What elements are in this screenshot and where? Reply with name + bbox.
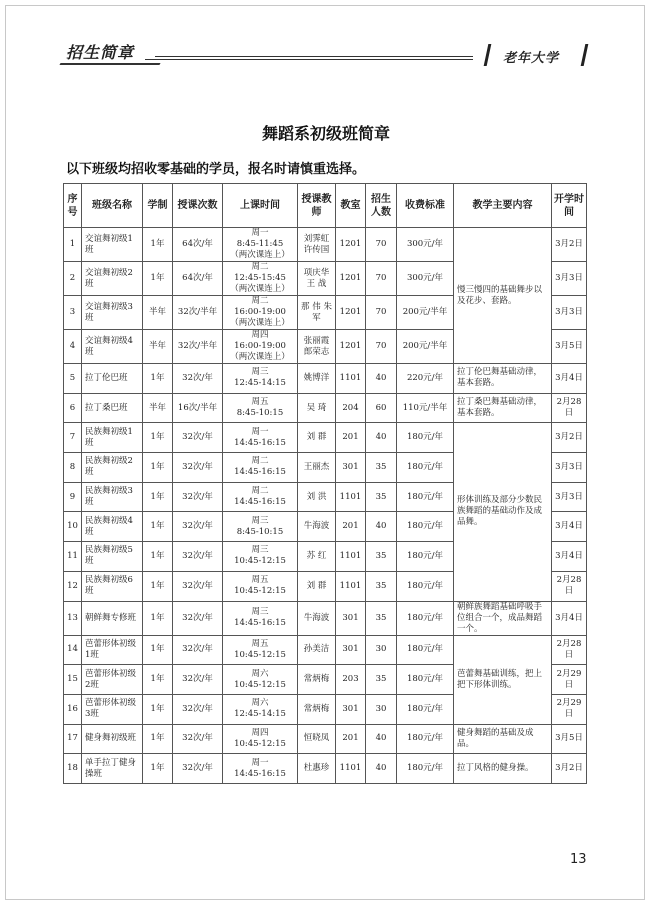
cell-duration: 1年: [143, 724, 173, 754]
cell-class-name: 民族舞初级3班: [82, 482, 143, 512]
time-line: 14:45-16:15: [234, 437, 286, 448]
time-line: 周五: [251, 397, 269, 408]
cell-room: 1201: [336, 262, 366, 296]
cell-sessions: 64次/年: [173, 262, 223, 296]
cell-room: 201: [336, 423, 366, 453]
cell-capacity: 40: [366, 754, 397, 784]
cell-room: 203: [336, 665, 366, 695]
cell-sessions: 32次/年: [173, 453, 223, 483]
cell-room: 1101: [336, 482, 366, 512]
cell-teacher: 刘 群: [298, 423, 336, 453]
cell-fee: 180元/年: [397, 754, 454, 784]
cell-teacher: 吴 琦: [298, 393, 336, 423]
cell-time: [223, 635, 298, 665]
cell-time: [223, 601, 298, 635]
cell-teacher: 刘霁虹 许传国: [298, 228, 336, 262]
cell-no: 11: [64, 542, 82, 572]
table-row: [64, 393, 587, 423]
cell-start: 2月28日: [552, 635, 587, 665]
cell-content: 芭蕾舞基础训练，把上把下形体训练。: [454, 635, 552, 724]
cell-time: [223, 364, 298, 394]
cell-class-name: 民族舞初级6班: [82, 571, 143, 601]
cell-teacher: 刘 群: [298, 571, 336, 601]
cell-capacity: 35: [366, 542, 397, 572]
table-row: [64, 228, 587, 262]
cell-room: 1101: [336, 364, 366, 394]
time-line: 16:00-19:00: [234, 307, 286, 317]
cell-room: 1201: [336, 330, 366, 364]
cell-content: 拉丁风格的健身操。: [454, 754, 552, 784]
time-line: 周五: [251, 575, 269, 586]
time-line: 10:45-12:15: [234, 738, 286, 749]
cell-fee: 180元/年: [397, 694, 454, 724]
cell-teacher: 那 伟 朱 军: [298, 296, 336, 330]
cell-room: 1101: [336, 754, 366, 784]
document-subtitle: 以下班级均招收零基础的学员，报名时请慎重选择。: [66, 162, 366, 177]
cell-class-name: 芭蕾形体初级3班: [82, 694, 143, 724]
time-line: 12:45-15:45: [234, 273, 286, 283]
cell-start: 2月28日: [552, 571, 587, 601]
cell-class-name: 民族舞初级5班: [82, 542, 143, 572]
time-line: 10:45-12:15: [234, 556, 286, 567]
cell-duration: 1年: [143, 542, 173, 572]
time-line: 10:45-12:15: [234, 586, 286, 597]
time-line: 10:45-12:15: [234, 679, 286, 690]
cell-room: 301: [336, 453, 366, 483]
cell-sessions: 32次/年: [173, 364, 223, 394]
cell-duration: 1年: [143, 453, 173, 483]
cell-room: 201: [336, 512, 366, 542]
cell-time: [223, 724, 298, 754]
table-row: [64, 754, 587, 784]
cell-fee: 180元/年: [397, 423, 454, 453]
cell-sessions: 32次/年: [173, 542, 223, 572]
cell-capacity: 70: [366, 296, 397, 330]
cell-no: 6: [64, 393, 82, 423]
time-line: 周一: [251, 426, 269, 437]
cell-sessions: 32次/年: [173, 754, 223, 784]
cell-duration: 半年: [143, 296, 173, 330]
cell-start: 3月2日: [552, 423, 587, 453]
course-table: [63, 183, 587, 784]
cell-time: [223, 262, 298, 296]
time-line: 周三: [251, 545, 269, 556]
table-body: [64, 228, 587, 784]
cell-fee: 180元/年: [397, 665, 454, 695]
cell-duration: 1年: [143, 571, 173, 601]
cell-class-name: 单手拉丁健身操班: [82, 754, 143, 784]
cell-room: 204: [336, 393, 366, 423]
cell-time: [223, 393, 298, 423]
header-right-title: 老年大学: [503, 51, 560, 66]
cell-no: 16: [64, 694, 82, 724]
cell-no: 1: [64, 228, 82, 262]
cell-time: [223, 694, 298, 724]
time-line: 8:45-11:45: [236, 239, 284, 249]
cell-teacher: 牛海波: [298, 601, 336, 635]
cell-class-name: 朝鲜舞专修班: [82, 601, 143, 635]
cell-teacher: 牛海波: [298, 512, 336, 542]
cell-sessions: 32次/年: [173, 665, 223, 695]
cell-capacity: 35: [366, 601, 397, 635]
cell-fee: 180元/年: [397, 601, 454, 635]
cell-duration: 1年: [143, 694, 173, 724]
cell-start: 3月3日: [552, 482, 587, 512]
cell-room: 1101: [336, 571, 366, 601]
cell-teacher: 张丽霞 郎荣志: [298, 330, 336, 364]
cell-teacher: 杜惠珍: [298, 754, 336, 784]
cell-capacity: 40: [366, 512, 397, 542]
cell-fee: 180元/年: [397, 724, 454, 754]
cell-sessions: 32次/年: [173, 601, 223, 635]
cell-time: [223, 665, 298, 695]
time-line: 周五: [251, 638, 269, 649]
header-col-start: 开学时间: [552, 184, 587, 228]
cell-capacity: 70: [366, 262, 397, 296]
cell-teacher: 王丽杰: [298, 453, 336, 483]
cell-capacity: 70: [366, 330, 397, 364]
time-line: 周二: [251, 456, 269, 467]
time-line: 14:45-16:15: [234, 497, 286, 508]
cell-duration: 1年: [143, 635, 173, 665]
cell-capacity: 35: [366, 665, 397, 695]
cell-start: 3月5日: [552, 330, 587, 364]
time-line: （两次课连上）: [230, 284, 290, 294]
cell-class-name: 健身舞初级班: [82, 724, 143, 754]
cell-duration: 1年: [143, 754, 173, 784]
cell-no: 13: [64, 601, 82, 635]
cell-room: 1201: [336, 228, 366, 262]
cell-room: 301: [336, 635, 366, 665]
header-col-room: 教室: [336, 184, 366, 228]
cell-time: [223, 423, 298, 453]
cell-content: 形体训练及部分少数民族舞蹈的基础动作及成品舞。: [454, 423, 552, 601]
cell-class-name: 民族舞初级4班: [82, 512, 143, 542]
header-col-time: 上课时间: [223, 184, 298, 228]
cell-duration: 1年: [143, 482, 173, 512]
cell-sessions: 32次/年: [173, 724, 223, 754]
cell-sessions: 32次/年: [173, 694, 223, 724]
cell-duration: 1年: [143, 364, 173, 394]
time-line: 周一: [251, 757, 269, 768]
cell-fee: 220元/年: [397, 364, 454, 394]
table-row: [64, 423, 587, 453]
cell-duration: 1年: [143, 665, 173, 695]
header-rule-top: [155, 56, 473, 57]
cell-start: 3月5日: [552, 724, 587, 754]
header-diagonal-rule: [59, 63, 160, 65]
cell-duration: 1年: [143, 228, 173, 262]
cell-capacity: 40: [366, 364, 397, 394]
cell-start: 3月4日: [552, 601, 587, 635]
cell-sessions: 32次/年: [173, 635, 223, 665]
cell-start: 3月3日: [552, 262, 587, 296]
cell-room: 301: [336, 601, 366, 635]
time-line: 周三: [251, 515, 269, 526]
cell-class-name: 拉丁伦巴班: [82, 364, 143, 394]
cell-capacity: 40: [366, 423, 397, 453]
header-col-content: 教学主要内容: [454, 184, 552, 228]
cell-teacher: 恒晓凤: [298, 724, 336, 754]
cell-capacity: 60: [366, 393, 397, 423]
cell-no: 18: [64, 754, 82, 784]
cell-room: 201: [336, 724, 366, 754]
cell-start: 2月29日: [552, 665, 587, 695]
time-line: 周三: [251, 607, 269, 617]
cell-start: 3月2日: [552, 754, 587, 784]
cell-start: 2月28日: [552, 393, 587, 423]
cell-time: [223, 330, 298, 364]
cell-start: 2月29日: [552, 694, 587, 724]
time-line: 14:45-16:15: [234, 467, 286, 478]
cell-fee: 180元/年: [397, 453, 454, 483]
time-line: 周二: [251, 296, 269, 306]
cell-teacher: 常炳梅: [298, 665, 336, 695]
cell-capacity: 35: [366, 453, 397, 483]
header-left-title: 招生简章: [66, 43, 135, 62]
cell-class-name: 芭蕾形体初级2班: [82, 665, 143, 695]
cell-teacher: 常炳梅: [298, 694, 336, 724]
cell-sessions: 32次/年: [173, 571, 223, 601]
cell-no: 12: [64, 571, 82, 601]
cell-content: 拉丁桑巴舞基础动律，基本套路。: [454, 393, 552, 423]
cell-duration: 1年: [143, 423, 173, 453]
cell-class-name: 交谊舞初级3班: [82, 296, 143, 330]
time-line: （两次课连上）: [230, 352, 290, 362]
cell-fee: 180元/年: [397, 571, 454, 601]
cell-fee: 300元/年: [397, 262, 454, 296]
cell-duration: 1年: [143, 512, 173, 542]
header-col-class-name: 班级名称: [82, 184, 143, 228]
cell-time: [223, 482, 298, 512]
cell-time: [223, 228, 298, 262]
document-title: 舞蹈系初级班简章: [261, 124, 390, 143]
cell-content: 慢三慢四的基础舞步以及花步、套路。: [454, 228, 552, 364]
header-col-sessions: 授课次数: [173, 184, 223, 228]
cell-class-name: 民族舞初级1班: [82, 423, 143, 453]
cell-class-name: 芭蕾形体初级1班: [82, 635, 143, 665]
time-line: 14:45-16:15: [234, 768, 286, 779]
cell-no: 5: [64, 364, 82, 394]
cell-capacity: 70: [366, 228, 397, 262]
cell-class-name: 民族舞初级2班: [82, 453, 143, 483]
time-line: 周六: [251, 668, 269, 679]
time-line: 10:45-12:15: [234, 649, 286, 660]
cell-content: 拉丁伦巴舞基础动律，基本套路。: [454, 364, 552, 394]
cell-sessions: 32次/年: [173, 512, 223, 542]
time-line: 8:45-10:15: [236, 526, 284, 537]
cell-capacity: 30: [366, 694, 397, 724]
cell-capacity: 30: [366, 635, 397, 665]
cell-no: 2: [64, 262, 82, 296]
cell-start: 3月2日: [552, 228, 587, 262]
cell-no: 4: [64, 330, 82, 364]
cell-class-name: 交谊舞初级2班: [82, 262, 143, 296]
time-line: 16:00-19:00: [234, 341, 286, 351]
time-line: 周四: [251, 727, 269, 738]
time-line: 周四: [251, 330, 269, 340]
cell-sessions: 32次/年: [173, 482, 223, 512]
table-row: [64, 364, 587, 394]
cell-teacher: 项庆华 王 战: [298, 262, 336, 296]
cell-class-name: 拉丁桑巴班: [82, 393, 143, 423]
table-row: [64, 635, 587, 665]
time-line: 8:45-10:15: [236, 408, 284, 419]
cell-capacity: 40: [366, 724, 397, 754]
cell-no: 15: [64, 665, 82, 695]
cell-class-name: 交谊舞初级4班: [82, 330, 143, 364]
cell-teacher: 苏 红: [298, 542, 336, 572]
time-line: 周二: [251, 262, 269, 272]
cell-sessions: 32次/半年: [173, 296, 223, 330]
time-line: （两次课连上）: [230, 318, 290, 328]
time-line: 14:45-16:15: [234, 618, 286, 628]
cell-class-name: 交谊舞初级1班: [82, 228, 143, 262]
cell-no: 7: [64, 423, 82, 453]
header-col-duration: 学制: [143, 184, 173, 228]
cell-no: 17: [64, 724, 82, 754]
cell-start: 3月3日: [552, 453, 587, 483]
cell-fee: 300元/年: [397, 228, 454, 262]
cell-capacity: 35: [366, 482, 397, 512]
time-line: （两次课连上）: [230, 250, 290, 260]
cell-time: [223, 542, 298, 572]
cell-fee: 180元/年: [397, 635, 454, 665]
cell-fee: 200元/半年: [397, 330, 454, 364]
cell-start: 3月3日: [552, 296, 587, 330]
cell-teacher: 姚博洋: [298, 364, 336, 394]
page-number: 13: [570, 852, 587, 867]
header-col-teacher: 授课教师: [298, 184, 336, 228]
header-col-capacity: 招生人数: [366, 184, 397, 228]
cell-sessions: 32次/半年: [173, 330, 223, 364]
time-line: 12:45-14:15: [234, 709, 286, 720]
cell-fee: 180元/年: [397, 542, 454, 572]
cell-sessions: 16次/半年: [173, 393, 223, 423]
cell-start: 3月4日: [552, 512, 587, 542]
cell-room: 1101: [336, 542, 366, 572]
cell-time: [223, 512, 298, 542]
cell-sessions: 64次/年: [173, 228, 223, 262]
cell-start: 3月4日: [552, 364, 587, 394]
cell-duration: 1年: [143, 262, 173, 296]
cell-duration: 半年: [143, 393, 173, 423]
time-line: 12:45-14:15: [234, 378, 286, 389]
cell-content: 健身舞蹈的基础及成品。: [454, 724, 552, 754]
cell-no: 9: [64, 482, 82, 512]
cell-room: 301: [336, 694, 366, 724]
cell-content: 朝鲜族舞蹈基础呼吸手位组合一个，成品舞蹈一个。: [454, 601, 552, 635]
cell-time: [223, 453, 298, 483]
table-header-row: [64, 184, 587, 228]
cell-time: [223, 571, 298, 601]
table-row: [64, 724, 587, 754]
cell-sessions: 32次/年: [173, 423, 223, 453]
cell-no: 8: [64, 453, 82, 483]
cell-capacity: 35: [366, 571, 397, 601]
header-rule-bottom: [145, 59, 473, 60]
cell-fee: 180元/年: [397, 512, 454, 542]
cell-fee: 180元/年: [397, 482, 454, 512]
time-line: 周一: [251, 228, 269, 238]
time-line: 周二: [251, 486, 269, 497]
cell-no: 3: [64, 296, 82, 330]
table-row: [64, 601, 587, 635]
cell-room: 1201: [336, 296, 366, 330]
time-line: 周三: [251, 367, 269, 378]
cell-duration: 半年: [143, 330, 173, 364]
header-col-no: 序号: [64, 184, 82, 228]
cell-no: 10: [64, 512, 82, 542]
cell-time: [223, 296, 298, 330]
cell-fee: 110元/半年: [397, 393, 454, 423]
cell-teacher: 刘 洪: [298, 482, 336, 512]
cell-fee: 200元/半年: [397, 296, 454, 330]
cell-time: [223, 754, 298, 784]
cell-teacher: 孙美洁: [298, 635, 336, 665]
cell-no: 14: [64, 635, 82, 665]
header-col-fee: 收费标准: [397, 184, 454, 228]
time-line: 周六: [251, 698, 269, 709]
cell-duration: 1年: [143, 601, 173, 635]
cell-start: 3月4日: [552, 542, 587, 572]
